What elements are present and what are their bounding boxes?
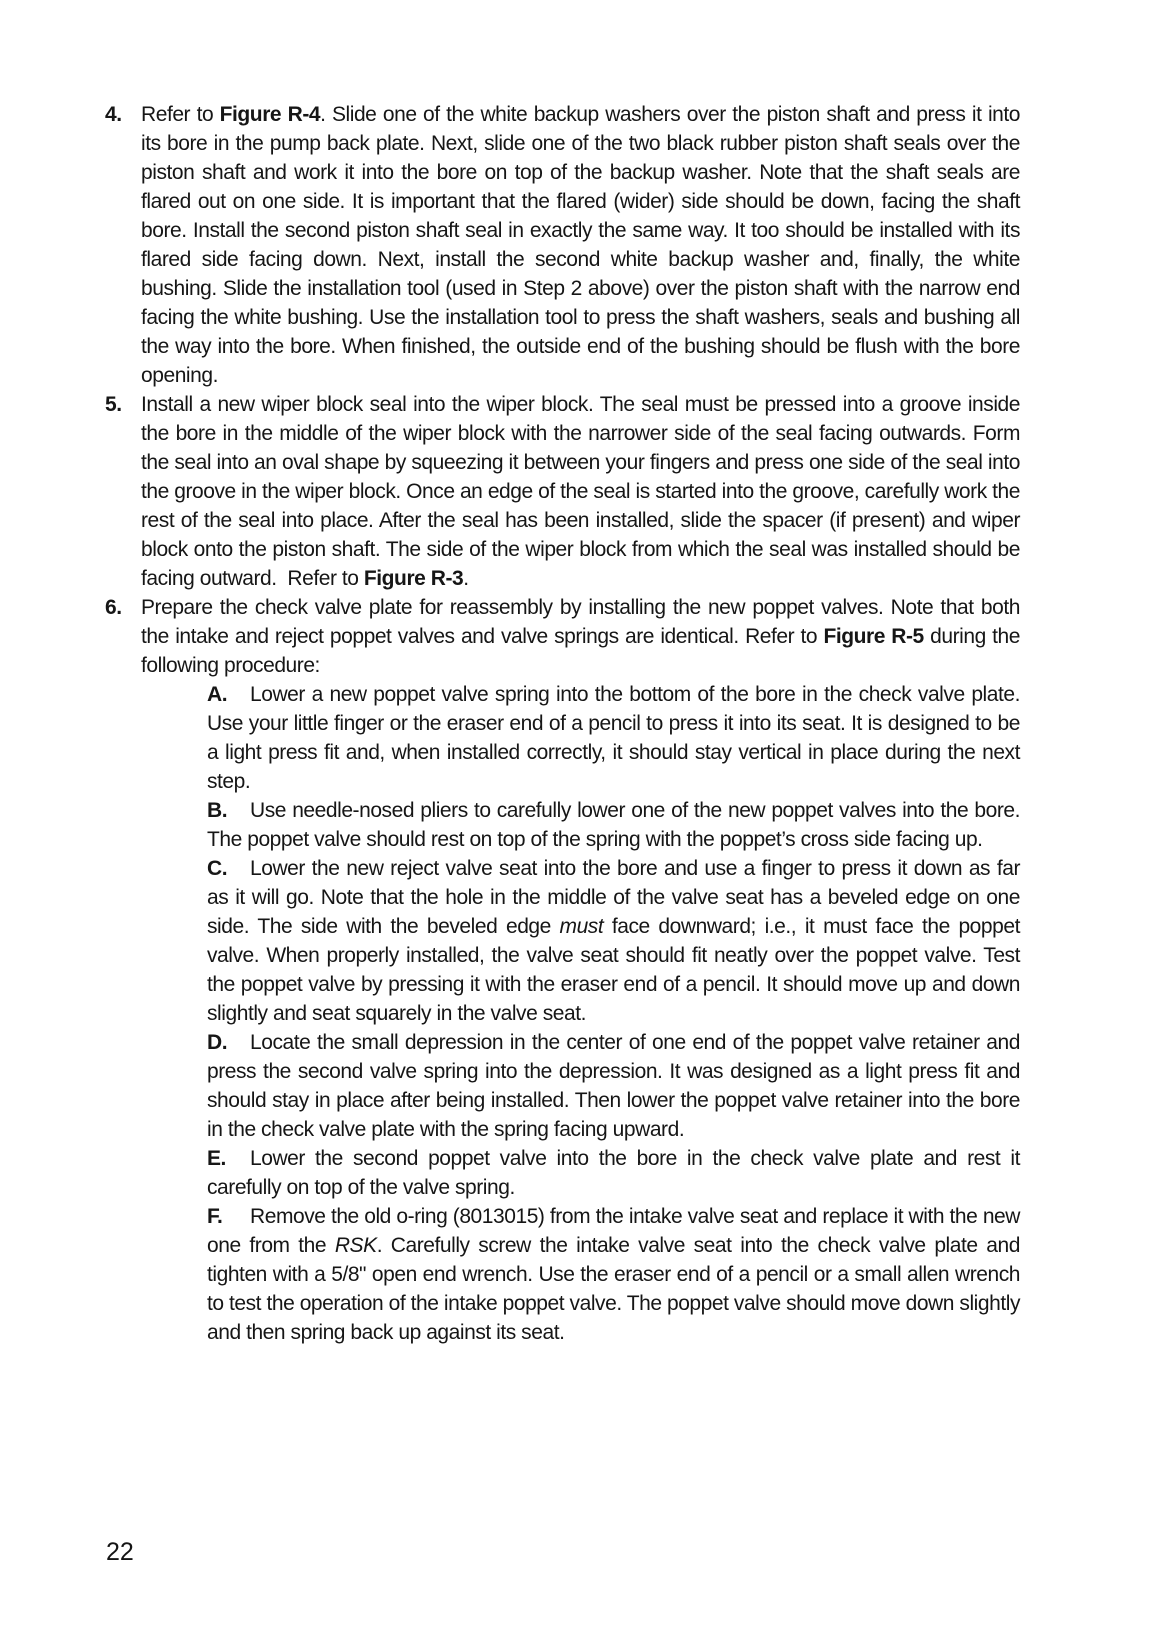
substep-a — [207, 680, 1020, 796]
substep-a-body: Lower a new poppet valve spring into the bottom of the bore in the check valve plate. Use your little finger or the eraser end of a pencil to press it into its seat. It is designed to be a light press fit and, when installed correctly, it should stay vertical in place during the next step. — [207, 683, 1020, 793]
substep-a-marker: A. — [207, 683, 228, 706]
substep-c-marker: C. — [207, 857, 228, 880]
step-5-text: Install a new wiper block seal into the wiper block. The seal must be pressed into a groove inside the bore in the middle of the wiper block with the narrower side of the seal facing outwards. Form the seal into an oval shape by squeezing it between your fingers and press one side of the seal into the groove in the wiper block. Once an edge of the seal is started into the groove, carefully work the rest of the seal into place. After the seal has been installed, slide the spacer (if present) and wiper block onto the piston shaft. The side of the wiper block from which the seal was installed should be facing outward. Refer to Figure R-3. — [141, 393, 1020, 590]
substep-f-marker: F. — [207, 1205, 223, 1228]
substep-b — [207, 796, 1020, 854]
substep-c-text — [207, 854, 1020, 1028]
substep-b-text — [207, 796, 1020, 854]
step-6-marker: 6. — [105, 596, 122, 619]
substep-e-marker: E. — [207, 1147, 226, 1170]
step-4 — [105, 100, 1020, 390]
substep-e-text — [207, 1144, 1020, 1202]
step-6-substeps — [207, 680, 1020, 1347]
substep-c-body: Lower the new reject valve seat into the bore and use a finger to press it down as far as it will go. Note that the hole in the middle of the valve seat has a beveled edge on one side. The side with the beveled edge must face downward; i.e., it must face the poppet valve. When properly installed, the valve seat should fit neatly over the poppet valve. Test the poppet valve by pressing it with the eraser end of a pencil. It should move up and down slightly and seat squarely in the valve seat. — [207, 857, 1020, 1025]
substep-d-marker: D. — [207, 1031, 228, 1054]
substep-f-text — [207, 1202, 1020, 1347]
page-number: 22 — [106, 1538, 134, 1566]
substep-d-body: Locate the small depression in the center of one end of the poppet valve retainer and press the second valve spring into the depression. It was designed as a light press fit and should stay in place after being installed. Then lower the poppet valve retainer into the bore in the check valve plate with the spring facing upward. — [207, 1031, 1020, 1141]
step-5 — [105, 390, 1020, 593]
step-6 — [105, 593, 1020, 1347]
substep-d-text — [207, 1028, 1020, 1144]
substep-f — [207, 1202, 1020, 1347]
step-4-text: Refer to Figure R-4. Slide one of the white backup washers over the piston shaft and press it into its bore in the pump back plate. Next, slide one of the two black rubber piston shaft seals over the piston shaft and work it into the bore on top of the backup washer. Note that the shaft seals are flared out on one side. It is important that the flared (wider) side should be down, facing the shaft bore. Install the second piston shaft seal in exactly the same way. It too should be installed with its flared side facing down. Next, install the second white backup washer and, finally, the white bushing. Slide the installation tool (used in Step 2 above) over the piston shaft with the narrow end facing the white bushing. Use the installation tool to press the shaft washers, seals and bushing all the way into the bore. When finished, the outside end of the bushing should be flush with the bore opening. — [141, 103, 1020, 387]
step-6-text: Prepare the check valve plate for reassembly by installing the new poppet valves. Note that both the intake and reject poppet valves and valve springs are identical. Refer to Figure R-5 during the following procedure: — [141, 596, 1021, 677]
substep-f-body: Remove the old o-ring (8013015) from the intake valve seat and replace it with the new one from the RSK. Carefully screw the intake valve seat into the check valve plate and tighten with a 5/8" open end wrench. Use the eraser end of a pencil or a small allen wrench to test the operation of the intake poppet valve. The poppet valve should move down slightly and then spring back up against its seat. — [207, 1205, 1020, 1344]
substep-c — [207, 854, 1020, 1028]
substep-a-text — [207, 680, 1020, 796]
step-4-marker: 4. — [105, 103, 122, 126]
substep-d — [207, 1028, 1020, 1144]
substep-e — [207, 1144, 1020, 1202]
page-content — [105, 100, 1020, 1347]
substep-b-body: Use needle-nosed pliers to carefully lower one of the new poppet valves into the bore. The poppet valve should rest on top of the spring with the poppet’s cross side facing up. — [207, 799, 1020, 851]
substep-b-marker: B. — [207, 799, 228, 822]
substep-e-body: Lower the second poppet valve into the bore in the check valve plate and rest it carefully on top of the valve spring. — [207, 1147, 1020, 1199]
step-5-marker: 5. — [105, 393, 122, 416]
